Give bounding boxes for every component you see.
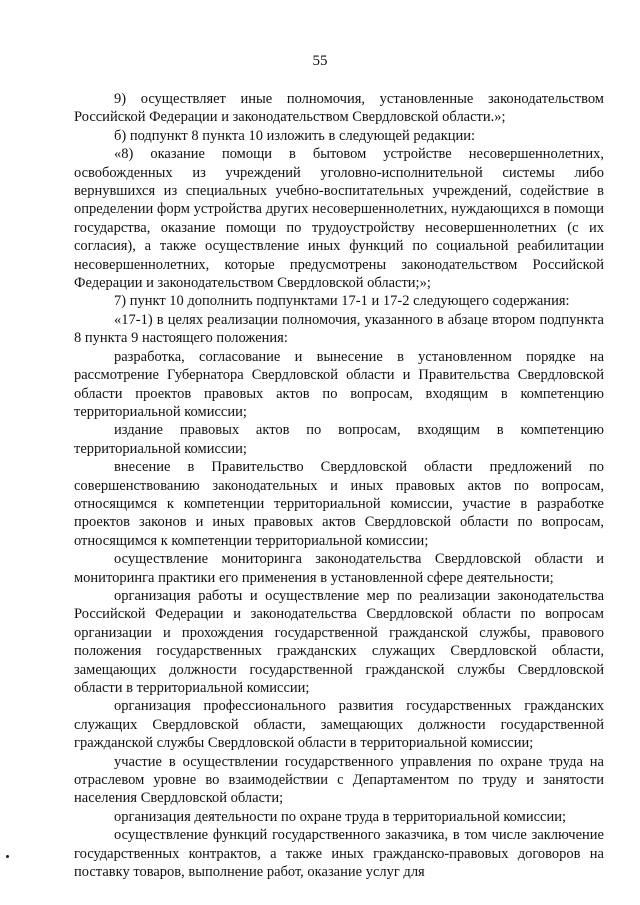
margin-dot xyxy=(6,855,9,858)
paragraph: 9) осуществляет иные полномочия, установленные законодательством Российской Федерации и законодательством Свердловской области.»; xyxy=(74,91,604,126)
paragraph: организация деятельности по охране труда в территориальной комиссии; xyxy=(114,808,566,825)
paragraph: участие в осуществлении государственного управления по охране труда на отраслевом уровне во взаимодействии с Департаментом по труду и занятости населения Свердловской области; xyxy=(74,753,604,807)
paragraph: издание правовых актов по вопросам, входящим в компетенцию территориальной комиссии; xyxy=(74,422,604,457)
document-body xyxy=(74,90,604,881)
paragraph: «17-1) в целях реализации полномочия, указанного в абзаце втором подпункта 8 пункта 9 настоящего положения: xyxy=(74,311,604,347)
page-number: 55 xyxy=(312,53,328,69)
paragraph: «8) оказание помощи в бытовом устройстве несовершеннолетних, освобожденных из учреждений уголовно-исполнительной системы либо вернувшихся из специальных учебно-воспитательных учреждений, содействие в определении форм устройства других несовершеннолетних, нуждающихся в помощи государства, оказание помощи по трудоустройству несовершеннолетних (с их согласия), а также осуществление иных функций по социальной реабилитации несовершеннолетних, которые предусмотрены законодательством Российской Федерации и законодательством Свердловской области;»; xyxy=(74,146,604,292)
paragraph: внесение в Правительство Свердловской области предложений по совершенствованию законодательных и иных правовых актов по вопросам, относящимся к компетенции территориальной комиссии, участие в разработке проектов законов и иных правовых актов Свердловской области по вопросам, относящимся к компетенции территориальной комиссии; xyxy=(74,459,604,549)
paragraph: осуществление функций государственного заказчика, в том числе заключение государственных контрактов, а также иных гражданско-правовых договоров на поставку товаров, выполнение работ, оказание услуг для xyxy=(74,827,604,881)
paragraph: организация профессионального развития государственных гражданских служащих Свердловской области, замещающих должности государственной гражданской службы Свердловской области в территориальной комиссии; xyxy=(74,698,604,752)
paragraph: 7) пункт 10 дополнить подпунктами 17-1 и 17-2 следующего содержания: xyxy=(114,293,570,310)
paragraph: организация работы и осуществление мер по реализации законодательства Российской Федерации и законодательства Свердловской области по вопросам организации и прохождения государственной гражданской службы, правового положения государственных гражданских служащих Свердловской области, замещающих должности государственной гражданской службы Свердловской области в территориальной комиссии; xyxy=(74,587,604,696)
paragraph: разработка, согласование и вынесение в установленном порядке на рассмотрение Губернатора Свердловской области и Правительства Свердловской области проектов правовых актов по вопросам, входящим в компетенцию территориальной комиссии; xyxy=(74,348,604,420)
paragraph: б) подпункт 8 пункта 10 изложить в следующей редакции: xyxy=(114,127,476,144)
paragraph: осуществление мониторинга законодательства Свердловской области и мониторинга практики его применения в установленной сфере деятельности; xyxy=(74,551,604,586)
